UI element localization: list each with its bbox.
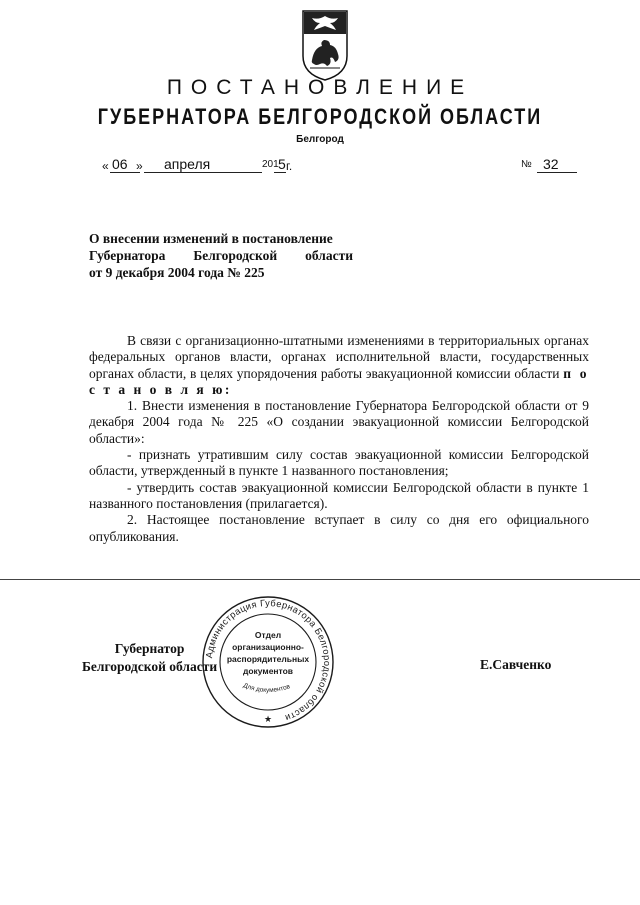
item-1-subitem-b: - утвердить состав эвакуационной комиссии Белгородской области в пункте 1 названного постановления (прилагается).: [89, 479, 589, 511]
subject-line-1: О внесении изменений в постановление: [89, 231, 333, 246]
day-underline: [110, 172, 140, 173]
signatory-position: [82, 640, 217, 676]
quote-open: «: [102, 159, 109, 173]
stamp-line-4: документов: [242, 666, 294, 676]
city-label: Белгород: [296, 134, 344, 145]
document-subject: [89, 230, 379, 281]
stamp-star-icon: ★: [263, 714, 273, 724]
item-1-subitem-a: - признать утратившим силу состав эвакуационной комиссии Белгородской области, утвержденный в пункте 1 названного постановления;: [89, 447, 589, 479]
date-month: апреля: [164, 156, 211, 172]
month-underline: [144, 172, 262, 173]
document-number: 32: [543, 156, 559, 172]
stamp-line-3: распорядительных: [226, 654, 310, 664]
coat-of-arms-icon: [300, 8, 350, 82]
issuer-title: ГУБЕРНАТОРА БЕЛГОРОДСКОЙ ОБЛАСТИ: [97, 104, 543, 129]
section-divider: [0, 579, 640, 580]
position-line-2: Белгородской области: [82, 659, 218, 674]
number-underline: [537, 172, 577, 173]
subject-word: Губернатора: [89, 248, 166, 263]
stamp-inner-arc: Для документов: [242, 682, 292, 695]
document-body: [89, 333, 589, 545]
signatory-name: Е.Савченко: [480, 657, 552, 672]
date-day: 06: [112, 156, 128, 172]
year-underline: [274, 172, 286, 173]
preamble-paragraph: [89, 333, 589, 398]
subject-line-2: [89, 247, 353, 264]
stamp-line-2: организационно-: [232, 642, 304, 652]
number-label: №: [521, 159, 532, 170]
item-2: 2. Настоящее постановление вступает в силу со дня его официального опубликования.: [89, 512, 589, 544]
document-type-title: ПОСТАНОВЛЕНИЕ: [166, 76, 474, 99]
position-line-1: Губернатор: [114, 641, 185, 656]
stamp-outer-text: Администрация Губернатора Белгородской области: [204, 597, 333, 724]
date-year-unit: г.: [286, 159, 293, 173]
number-field: [521, 156, 581, 176]
subject-line-3: от 9 декабря 2004 года № 225: [89, 265, 265, 280]
date-year-prefix: 201: [262, 159, 279, 170]
resolve-word: п о с т а н о в л я ю:: [89, 365, 590, 397]
subject-word: области: [305, 248, 354, 263]
quote-close: »: [136, 159, 143, 173]
stamp-line-1: Отдел: [254, 630, 282, 640]
date-year-suffix: 5: [278, 156, 286, 172]
official-stamp: [200, 594, 336, 730]
item-1: 1. Внести изменения в постановление Губернатора Белгородской области от 9 декабря 2004 года № 225 «О создании эвакуационной комиссии Белгородской области»:: [89, 398, 589, 446]
subject-word: Белгородской: [193, 248, 278, 263]
date-field: [102, 156, 297, 176]
preamble-text: В связи с организационно-штатными изменениями в территориальных органах федеральных органов власти, органах исполнительной власти, государственных органах области, в целях упорядочения работы эвакуационной комиссии области: [89, 333, 589, 381]
